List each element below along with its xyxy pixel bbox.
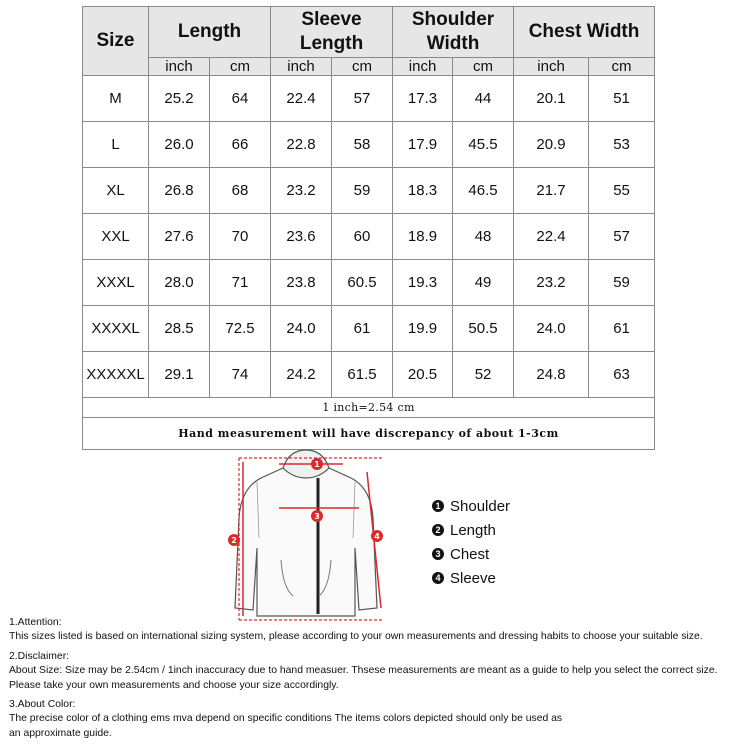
size-label-cell: XL	[83, 168, 149, 214]
measurement-cell: 74	[210, 352, 271, 398]
measurement-cell: 50.5	[453, 306, 514, 352]
unit-cell: inch	[271, 58, 332, 76]
measurement-cell: 68	[210, 168, 271, 214]
legend-item-length	[432, 518, 510, 542]
conversion-note: 1 inch=2.54 cm	[83, 398, 655, 418]
unit-cell: cm	[453, 58, 514, 76]
size-label-cell: XXXXL	[83, 306, 149, 352]
size-label-cell: XXL	[83, 214, 149, 260]
measurement-cell: 52	[453, 352, 514, 398]
measurement-cell: 70	[210, 214, 271, 260]
measurement-cell: 66	[210, 122, 271, 168]
measurement-cell: 59	[589, 260, 655, 306]
measurement-cell: 21.7	[514, 168, 589, 214]
measurement-cell: 18.9	[393, 214, 453, 260]
table-row	[83, 306, 655, 352]
size-label-cell: M	[83, 76, 149, 122]
unit-cell: cm	[210, 58, 271, 76]
measurement-cell: 23.2	[514, 260, 589, 306]
measurement-cell: 48	[453, 214, 514, 260]
measurement-cell: 18.3	[393, 168, 453, 214]
attention-section	[9, 616, 749, 645]
measurement-cell: 20.1	[514, 76, 589, 122]
measurement-cell: 59	[332, 168, 393, 214]
measurement-cell: 25.2	[149, 76, 210, 122]
measurement-cell: 53	[589, 122, 655, 168]
table-row	[83, 76, 655, 122]
legend-label: Chest	[450, 545, 490, 563]
legend-number-badge: 4	[432, 572, 444, 584]
unit-cell: inch	[149, 58, 210, 76]
header-sleeve-line2: Length	[299, 33, 364, 54]
legend-label: Sleeve	[450, 569, 496, 587]
measurement-cell: 29.1	[149, 352, 210, 398]
measurement-cell: 27.6	[149, 214, 210, 260]
measurement-cell: 24.0	[514, 306, 589, 352]
header-length: Length	[149, 7, 271, 58]
measurement-cell: 49	[453, 260, 514, 306]
header-size: Size	[83, 7, 149, 76]
disclaimer-section	[9, 650, 749, 693]
measurement-cell: 63	[589, 352, 655, 398]
legend-label: Shoulder	[450, 497, 511, 515]
table-row	[83, 214, 655, 260]
measurement-cell: 71	[210, 260, 271, 306]
size-chart-table	[82, 6, 655, 450]
measurement-cell: 19.3	[393, 260, 453, 306]
measurement-cell: 57	[589, 214, 655, 260]
measurement-cell: 26.8	[149, 168, 210, 214]
measurement-cell: 72.5	[210, 306, 271, 352]
measurement-cell: 61	[589, 306, 655, 352]
measurement-cell: 23.2	[271, 168, 332, 214]
measurement-cell: 60.5	[332, 260, 393, 306]
measurement-cell: 26.0	[149, 122, 210, 168]
measurement-cell: 61	[332, 306, 393, 352]
measurement-cell: 64	[210, 76, 271, 122]
measurement-cell: 22.4	[271, 76, 332, 122]
measurement-cell: 19.9	[393, 306, 453, 352]
attention-title: 1.Attention:	[9, 617, 62, 628]
marker-2-label: 2	[231, 536, 237, 545]
measurement-cell: 20.5	[393, 352, 453, 398]
measurement-cell: 46.5	[453, 168, 514, 214]
legend-label: Length	[450, 521, 496, 539]
table-row	[83, 260, 655, 306]
table-row	[83, 168, 655, 214]
measurement-cell: 23.8	[271, 260, 332, 306]
size-label-cell: XXXL	[83, 260, 149, 306]
legend-number-badge: 1	[432, 500, 444, 512]
measurement-cell: 55	[589, 168, 655, 214]
size-notes	[9, 616, 749, 746]
attention-text: This sizes listed is based on international sizing system, please according to your own measurements and dressing habits to choose your suitable size.	[9, 631, 703, 643]
marker-1-label: 1	[314, 460, 320, 469]
color-title: 3.About Color:	[9, 699, 76, 711]
jacket-measurement-diagram	[221, 448, 391, 624]
legend-item-shoulder	[432, 494, 510, 518]
unit-cell: cm	[332, 58, 393, 76]
size-label-cell: L	[83, 122, 149, 168]
header-sleeve-line1: Sleeve	[301, 9, 362, 30]
disclaimer-text: About Size: Size may be 2.54cm / 1inch inaccuracy due to hand measuer. Thsese measurements are meant as a guide to help you select the correct size.	[9, 665, 718, 677]
measurement-cell: 17.9	[393, 122, 453, 168]
measurement-cell: 20.9	[514, 122, 589, 168]
measurement-cell: 58	[332, 122, 393, 168]
measurement-cell: 60	[332, 214, 393, 260]
color-text: an approximate guide.	[9, 727, 112, 739]
unit-cell: cm	[589, 58, 655, 76]
measurement-cell: 22.8	[271, 122, 332, 168]
measurement-cell: 57	[332, 76, 393, 122]
legend-item-sleeve	[432, 566, 510, 590]
measurement-cell: 61.5	[332, 352, 393, 398]
table-row	[83, 122, 655, 168]
legend-number-badge: 2	[432, 524, 444, 536]
header-shoulder-width	[393, 7, 514, 58]
disclaimer-title: 2.Disclaimer:	[9, 650, 70, 662]
header-sleeve-length	[271, 7, 393, 58]
measurement-cell: 44	[453, 76, 514, 122]
marker-4-label: 4	[374, 532, 380, 541]
legend-number-badge: 3	[432, 548, 444, 560]
measurement-cell: 24.8	[514, 352, 589, 398]
hoodie-illustration	[221, 448, 391, 624]
size-label-cell: XXXXXL	[83, 352, 149, 398]
hoodie-body	[235, 462, 377, 616]
header-shoulder-line1: Shoulder	[411, 9, 495, 30]
unit-cell: inch	[393, 58, 453, 76]
table-row	[83, 352, 655, 398]
marker-3-label: 3	[314, 512, 320, 521]
measurement-cell: 28.5	[149, 306, 210, 352]
measurement-cell: 22.4	[514, 214, 589, 260]
legend-item-chest	[432, 542, 510, 566]
disclaimer-text: Please take your own measurements and choose your size accordingly.	[9, 679, 339, 691]
unit-cell: inch	[514, 58, 589, 76]
header-chest-width: Chest Width	[514, 7, 655, 58]
discrepancy-note: Hand measurement will have discrepancy of about 1-3cm	[83, 418, 655, 450]
measurement-cell: 28.0	[149, 260, 210, 306]
measurement-cell: 24.2	[271, 352, 332, 398]
color-section	[9, 698, 749, 741]
measurement-legend	[432, 494, 510, 590]
measurement-cell: 23.6	[271, 214, 332, 260]
measurement-cell: 17.3	[393, 76, 453, 122]
color-text: The precise color of a clothing ems mva depend on specific conditions The items colors depicted should only be used as	[9, 713, 563, 725]
header-shoulder-line2: Width	[426, 33, 480, 54]
measurement-cell: 24.0	[271, 306, 332, 352]
measurement-cell: 51	[589, 76, 655, 122]
measurement-cell: 45.5	[453, 122, 514, 168]
